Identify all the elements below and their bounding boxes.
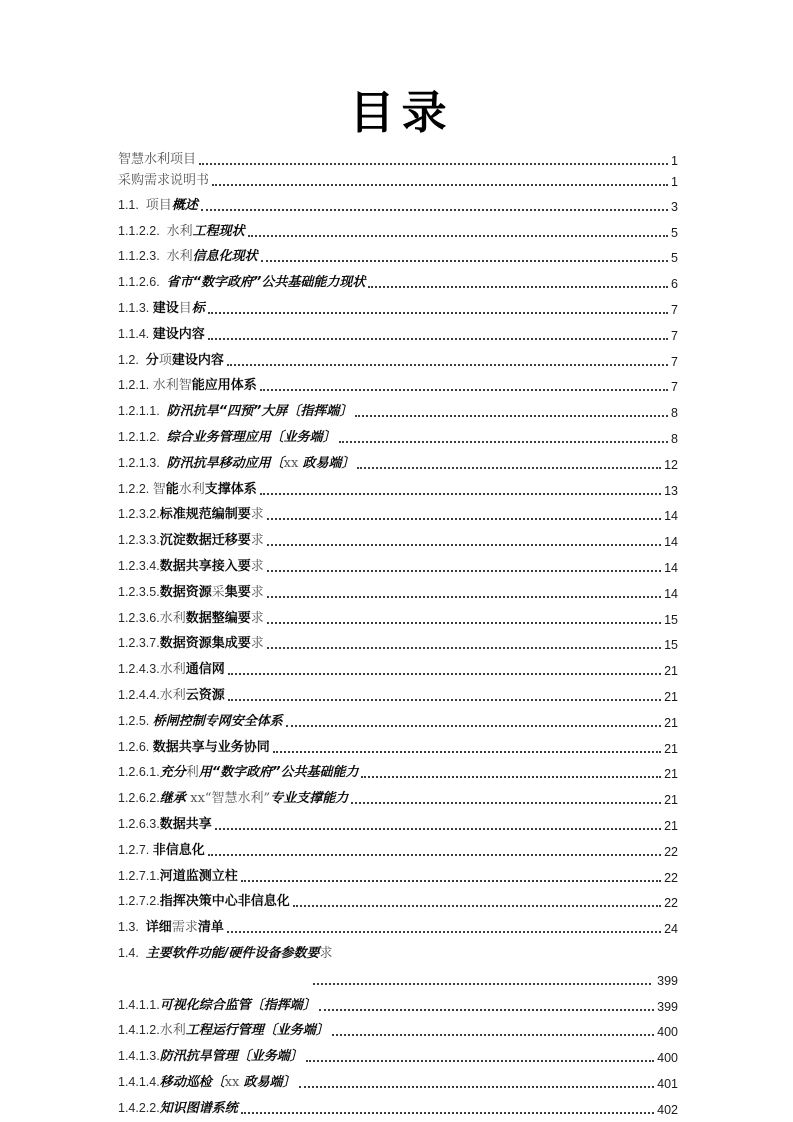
toc-entry-number: 1.1.2.6. (118, 275, 167, 290)
dotted-leader (368, 286, 668, 288)
toc-entry-number: 1.2.6.3. (118, 816, 160, 831)
dotted-leader (361, 776, 661, 778)
toc-page-number: 24 (664, 922, 678, 937)
toc-entry-number: 1.2.2. (118, 481, 153, 496)
toc-entry-title-segment: 集要 (224, 584, 251, 600)
toc-entry-title-segment: 防汛抗旱移动应用〔 (166, 455, 284, 471)
toc-entry-number: 1.2.3.4. (118, 558, 160, 573)
dotted-leader (339, 441, 668, 443)
toc-entry-title-segment: 充分 (159, 765, 186, 781)
toc-entry-row[interactable] (118, 785, 678, 811)
toc-page-number: 21 (664, 818, 678, 833)
toc-entry-title-segment: 用“数字政府”公共基础能力 (198, 765, 359, 781)
toc-entry-number: 1.4.1.4. (118, 1074, 160, 1089)
dotted-leader (241, 1112, 654, 1114)
dotted-leader (212, 184, 668, 186)
dotted-leader (227, 364, 668, 366)
dotted-leader (306, 1060, 654, 1062)
toc-entry-row[interactable] (118, 889, 678, 915)
toc-page-number: 14 (664, 509, 678, 524)
toc-entry-title-segment: 项目 (145, 197, 172, 213)
toc-entry-text (118, 349, 224, 369)
toc-entry-title-segment: 政易端〕 (243, 1074, 296, 1090)
toc-entry-row[interactable] (118, 605, 678, 631)
toc-entry-title-segment: 数据整编要 (185, 610, 251, 626)
toc-entry-row[interactable] (118, 992, 678, 1018)
toc-entry-text (118, 736, 270, 756)
toc-entry-row[interactable] (118, 502, 678, 528)
dotted-leader (267, 622, 661, 624)
toc-entry-title-segment: 求 (319, 945, 333, 961)
toc-entry-title-segment: 防汛抗旱“四预”大屏〔指挥端〕 (166, 404, 353, 420)
toc-entry-row[interactable] (118, 295, 678, 321)
dotted-leader (248, 235, 668, 237)
dotted-leader (286, 725, 661, 727)
toc-entry-row[interactable] (118, 1043, 678, 1069)
toc-entry-title-segment: 建设内容 (171, 352, 224, 368)
dotted-leader (332, 1034, 654, 1036)
dotted-leader (299, 1086, 655, 1088)
toc-entry-row[interactable] (118, 192, 678, 218)
toc-entry-title-segment: 指挥决策中心非信息化 (159, 894, 290, 910)
toc-entry-title-segment: 省市“数字政府”公共基础能力现状 (166, 275, 366, 291)
toc-entry-text (118, 148, 196, 168)
dotted-leader (260, 389, 668, 391)
toc-entry-row[interactable] (118, 940, 678, 966)
dotted-leader (293, 905, 661, 907)
toc-entry-number: 1.1.2.3. (118, 249, 167, 264)
toc-entry-number: 1.2.1.3. (118, 455, 167, 470)
toc-page-number: 1 (671, 154, 678, 168)
dotted-leader (267, 647, 661, 649)
toc-entry-title-segment: 信息化现状 (192, 249, 258, 265)
toc-entry-title-segment: 目 (178, 300, 192, 316)
toc-entry-title-segment: 水利 (166, 223, 193, 239)
toc-entry-text (118, 323, 205, 343)
toc-entry-number: 1.2.6.2. (118, 791, 160, 806)
toc-entry-row[interactable] (118, 244, 678, 270)
toc-entry-title-segment: 数据共享接入要 (159, 558, 251, 574)
toc-entry-text (118, 245, 258, 265)
toc-entry-title-segment: 标准规范编制要 (159, 507, 251, 523)
toc-entry-title-segment: 继承 (159, 791, 191, 807)
toc-page-number: 14 (664, 535, 678, 550)
toc-entry-row[interactable] (118, 476, 678, 502)
toc-entry-row[interactable] (118, 811, 678, 837)
dotted-leader (215, 828, 661, 830)
dotted-leader (208, 312, 668, 314)
toc-entry-text (118, 400, 352, 420)
dotted-leader (313, 983, 651, 985)
toc-entry-title-segment: 水利 (159, 1023, 186, 1039)
toc-entry-number: 1.2.3.2. (118, 507, 160, 522)
dotted-leader (267, 518, 661, 520)
toc-entry-row[interactable] (118, 914, 678, 940)
toc-entry-text (118, 194, 198, 214)
toc-entry-text (118, 503, 264, 523)
toc-page-number: 22 (664, 896, 678, 911)
toc-entry-text (118, 220, 245, 240)
toc-entry-title-segment: 工程运行管理〔业务端〕 (185, 1023, 329, 1039)
toc-entry-title-segment: 水利 (178, 481, 205, 497)
toc-entry-title-segment: 数据共享 (159, 816, 212, 832)
toc-entry-title-segment: 政易端〕 (302, 455, 355, 471)
toc-entry-row[interactable] (118, 682, 678, 708)
toc-page-number: 7 (671, 328, 678, 343)
toc-entry-title-segment: 详细 (145, 920, 172, 936)
toc-page-number: 12 (664, 457, 678, 472)
toc-entry-title-segment: xx“智慧水利” (190, 791, 271, 807)
toc-entry-number: 1.2.7. (118, 842, 153, 857)
toc-page-number: 8 (671, 406, 678, 421)
toc-entry-number: 1.4.1.1. (118, 997, 160, 1012)
toc-entry-row[interactable] (118, 347, 678, 373)
toc-entry-row[interactable] (118, 708, 678, 734)
toc-entry-title-segment: 求 (250, 584, 264, 600)
toc-entry-title-segment: 求 (250, 610, 264, 626)
toc-entry-title-segment: 求 (250, 533, 264, 549)
toc-entry-title-segment: 综合业务管理应用〔业务端〕 (166, 429, 336, 445)
toc-entry-row[interactable] (118, 579, 678, 605)
toc-entry-row[interactable] (118, 1018, 678, 1044)
toc-entry-number: 1.2.1.1. (118, 404, 167, 419)
toc-entry-number: 1.2.4.4. (118, 687, 160, 702)
toc-page-number: 21 (664, 689, 678, 704)
toc-entry-title-segment: 项 (158, 352, 172, 368)
toc-entry-text (118, 1019, 329, 1039)
toc-entry-text (118, 1097, 238, 1117)
toc-page-number: 401 (657, 1076, 678, 1091)
dotted-leader (357, 467, 661, 469)
toc-entry-number: 1.2.1.2. (118, 429, 167, 444)
toc-page-number: 22 (664, 870, 678, 885)
toc-entry-text (118, 761, 358, 781)
toc-page-number: 21 (664, 793, 678, 808)
dotted-leader (208, 854, 661, 856)
toc-entry-title-segment: 清单 (197, 920, 224, 936)
toc-page-number: 21 (664, 664, 678, 679)
toc-entry-number: 1.2.3.7. (118, 636, 160, 651)
toc-entry-text (118, 374, 257, 394)
toc-page-number: 7 (671, 302, 678, 317)
toc-page-number: 13 (664, 483, 678, 498)
toc-page-number: 400 (657, 1025, 678, 1040)
dotted-leader (227, 931, 661, 933)
toc-page-number: 7 (671, 380, 678, 395)
toc-entry-title-segment: 水利 (166, 249, 193, 265)
toc-entry-row[interactable] (118, 760, 678, 786)
toc-entry-row[interactable] (118, 424, 678, 450)
toc-entry-text (118, 787, 348, 807)
toc-entry-row[interactable] (118, 373, 678, 399)
toc-page-number: 6 (671, 277, 678, 292)
toc-entry-row[interactable] (118, 398, 678, 424)
toc-entry-number: 1.1.4. (118, 326, 153, 341)
toc-page-number: 5 (671, 251, 678, 266)
toc-entry-title-segment: 智 (152, 481, 166, 497)
toc-entry-title-segment: 河道监测立柱 (159, 868, 238, 884)
toc-entry-text (118, 839, 205, 859)
dotted-leader (267, 544, 661, 546)
toc-entry-title-segment: 水利 (159, 662, 186, 678)
toc-entry-text (118, 890, 290, 910)
dotted-leader (351, 802, 661, 804)
toc-entry-title-segment: 求 (250, 558, 264, 574)
toc-entry-title-segment: 数据资源 (159, 584, 212, 600)
toc-page-number: 8 (671, 431, 678, 446)
toc-page-number: 14 (664, 586, 678, 601)
toc-entry-row[interactable] (118, 450, 678, 476)
dotted-leader (319, 1009, 654, 1011)
toc-entry-title-segment: 沉淀数据迁移要 (159, 533, 251, 549)
toc-entry-title-segment: 水利 (159, 610, 186, 626)
toc-entry-row[interactable] (118, 1095, 678, 1121)
toc-entry-row-continuation[interactable] (118, 966, 678, 992)
toc-entry-text (118, 271, 365, 291)
toc-entry-text (118, 813, 212, 833)
toc-entry-row[interactable] (118, 734, 678, 760)
toc-entry-row[interactable] (118, 150, 678, 171)
toc-entry-number: 1.2. (118, 352, 146, 367)
toc-entry-text (118, 658, 225, 678)
toc-entry-number: 1.2.7.1. (118, 868, 160, 883)
toc-entry-title-segment: 能 (165, 481, 179, 497)
toc-entry-row[interactable] (118, 837, 678, 863)
toc-entry-title-segment: 非信息化 (152, 842, 205, 858)
toc-list (118, 150, 678, 1121)
toc-entry-title-segment: 需求 (171, 920, 198, 936)
toc-entry-title-segment: 利 (185, 765, 199, 781)
toc-entry-number: 1.2.6.1. (118, 765, 160, 780)
toc-entry-title-segment: 云资源 (185, 687, 225, 703)
dotted-leader (355, 415, 668, 417)
toc-entry-title-segment: 专业支撑能力 (270, 791, 349, 807)
toc-entry-title-segment: 防汛抗旱管理〔业务端〕 (159, 1049, 303, 1065)
toc-entry-text (118, 710, 283, 730)
toc-page-number: 400 (657, 1051, 678, 1066)
toc-page-number: 5 (671, 225, 678, 240)
toc-page-number: 402 (657, 1102, 678, 1117)
toc-entry-text (118, 529, 264, 549)
toc-entry-title-segment: 水利 (159, 687, 186, 703)
toc-entry-text (118, 297, 205, 317)
toc-page-number: 21 (664, 767, 678, 782)
dotted-leader (228, 673, 661, 675)
toc-entry-title-segment: 移动巡检〔 (159, 1074, 225, 1090)
dotted-leader (267, 570, 661, 572)
toc-page-number: 21 (664, 715, 678, 730)
toc-entry-title-segment: xx (224, 1074, 244, 1090)
toc-entry-text (118, 581, 264, 601)
toc-entry-number: 1.2.7.2. (118, 894, 160, 909)
toc-entry-number: 1.3. (118, 920, 146, 935)
toc-entry-number: 1.2.3.5. (118, 584, 160, 599)
toc-entry-row[interactable] (118, 269, 678, 295)
toc-page-number: 14 (664, 560, 678, 575)
toc-entry-title-segment: 水利智 (152, 378, 192, 394)
toc-entry-text (118, 684, 225, 704)
toc-entry-number: 1.2.1. (118, 378, 153, 393)
toc-entry-title-segment: 工程现状 (192, 223, 245, 239)
toc-entry-text (118, 607, 264, 627)
toc-entry-row[interactable] (118, 527, 678, 553)
toc-entry-title-segment: 智慧水利项目 (118, 152, 197, 167)
toc-entry-row[interactable] (118, 218, 678, 244)
toc-entry-title-segment: 标 (191, 300, 205, 316)
toc-entry-title-segment: 桥闸控制专网安全体系 (152, 713, 283, 729)
toc-entry-number: 1.2.5. (118, 713, 153, 728)
toc-entry-text (118, 452, 354, 472)
toc-page-number: 15 (664, 638, 678, 653)
toc-entry-text (118, 555, 264, 575)
toc-entry-text (118, 994, 316, 1014)
toc-entry-title-segment: 建设内容 (152, 326, 205, 342)
toc-entry-text (118, 1071, 296, 1091)
toc-entry-title-segment: 能应用体系 (191, 378, 257, 394)
toc-entry-title-segment: 数据共享与业务协同 (152, 739, 270, 755)
toc-entry-number: 1.1.2.2. (118, 223, 167, 238)
dotted-leader (241, 880, 661, 882)
toc-entry-title-segment: 建设 (152, 300, 179, 316)
toc-entry-title-segment: 采 (211, 584, 225, 600)
toc-entry-title-segment: xx (283, 455, 303, 471)
toc-entry-text (118, 426, 336, 446)
toc-entry-row[interactable] (118, 1069, 678, 1095)
dotted-leader (199, 163, 668, 165)
dotted-leader (228, 699, 661, 701)
toc-entry-number: 1.4.2.2. (118, 1100, 160, 1115)
toc-entry-title-segment: 可视化综合监管〔指挥端〕 (159, 997, 316, 1013)
toc-entry-title-segment: 数据资源集成要 (159, 636, 251, 652)
toc-page-number: 21 (664, 741, 678, 756)
toc-page-number: 399 (653, 973, 678, 988)
toc-entry-number: 1.4. (118, 945, 146, 960)
toc-entry-title-segment: 概述 (171, 197, 198, 213)
dotted-leader (260, 493, 661, 495)
toc-entry-row[interactable] (118, 553, 678, 579)
toc-entry-title-segment: 通信网 (185, 662, 225, 678)
toc-entry-title-segment: 分 (145, 352, 159, 368)
toc-entry-row[interactable] (118, 656, 678, 682)
toc-entry-number: 1.1. (118, 197, 146, 212)
dotted-leader (273, 751, 661, 753)
toc-entry-number: 1.1.3. (118, 300, 153, 315)
toc-page-number: 399 (657, 999, 678, 1014)
toc-page-number: 1 (671, 175, 678, 189)
toc-entry-number: 1.2.3.6. (118, 610, 160, 625)
toc-entry-number: 1.2.3.3. (118, 533, 160, 548)
toc-entry-text (118, 942, 333, 962)
toc-entry-title-segment: 求 (250, 636, 264, 652)
toc-entry-row[interactable] (118, 321, 678, 347)
toc-entry-row[interactable] (118, 631, 678, 657)
toc-entry-text (118, 1045, 303, 1065)
toc-entry-title-segment: 知识图谱系统 (159, 1100, 238, 1116)
toc-page-number: 15 (664, 612, 678, 627)
toc-entry-number: 1.2.4.3. (118, 662, 160, 677)
toc-page-number: 7 (671, 354, 678, 369)
dotted-leader (261, 260, 668, 262)
dotted-leader (208, 338, 668, 340)
toc-entry-number: 1.4.1.3. (118, 1049, 160, 1064)
toc-entry-text (118, 916, 224, 936)
toc-title: 目录 (349, 86, 454, 139)
toc-entry-text (118, 169, 209, 189)
toc-page-number: 22 (664, 844, 678, 859)
toc-entry-title-segment: 主要软件功能/硬件设备参数要 (145, 945, 320, 961)
toc-entry-title-segment: 求 (250, 507, 264, 523)
toc-entry-text (118, 632, 264, 652)
toc-entry-text (118, 865, 238, 885)
toc-entry-row[interactable] (118, 171, 678, 192)
dotted-leader (267, 596, 661, 598)
toc-entry-number: 1.2.6. (118, 739, 153, 754)
toc-entry-title-segment: 支撑体系 (204, 481, 257, 497)
toc-page-number: 3 (671, 199, 678, 214)
toc-entry-row[interactable] (118, 863, 678, 889)
toc-entry-number: 1.4.1.2. (118, 1023, 160, 1038)
toc-entry-text (118, 478, 257, 498)
dotted-leader (201, 209, 668, 211)
toc-entry-title-segment: 采购需求说明书 (118, 173, 210, 188)
